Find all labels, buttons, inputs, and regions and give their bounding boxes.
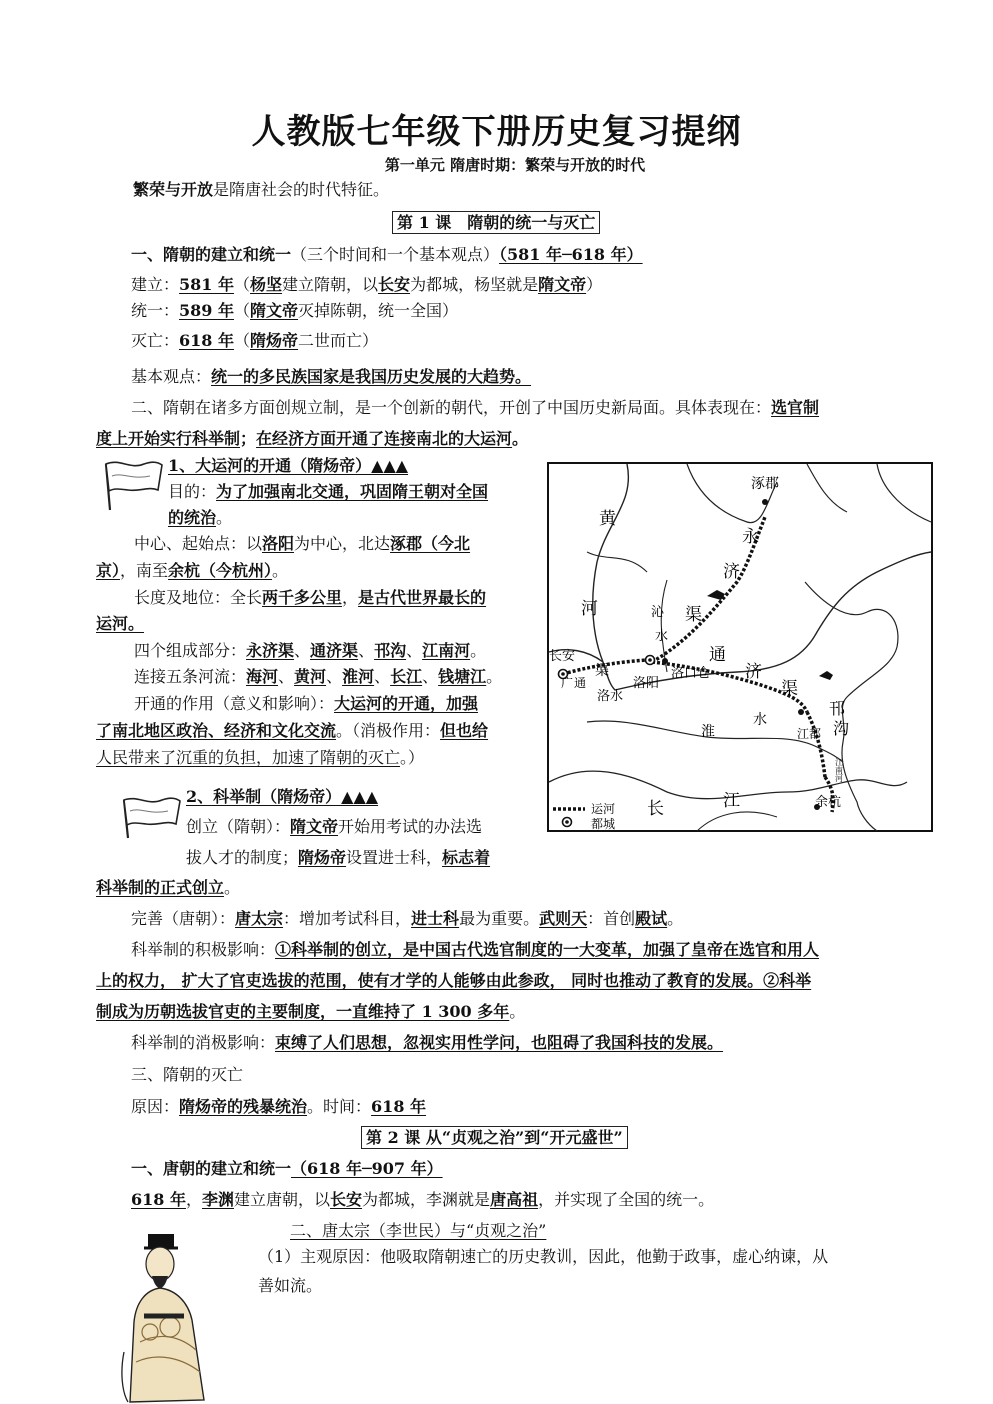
section2-line2 [96,428,528,450]
map-label-guangtong-3: 渠 [595,663,609,679]
keju-positive-line1 [131,939,819,961]
neg-label: 科举制的消极影响： [131,1033,276,1052]
canal-purpose-line2 [168,507,232,529]
effect-neg-end: 。） [400,748,425,767]
parts-label: 四个组成部分： [134,641,247,660]
lesson1-heading: 第 1 课 隋朝的统一与灭亡 [392,211,600,234]
canal-parts-line: 四个组成部分：永济渠、通济渠、邗沟、江南河。 [134,641,487,660]
length-mid: ， [342,588,359,607]
found-year: 618 年 [131,1190,186,1209]
perfect-p4: 最为重要。 [459,909,540,928]
canal-center-line2 [96,560,288,582]
pos-3: 制成为历朝选拔官吏的主要制度，一直维持了 1 300 多年 [96,1002,510,1021]
section3-reason-line [131,1096,426,1118]
establish-label: 建立： [131,275,180,294]
found-p4: ，并实现了全国的统一。 [538,1190,715,1209]
pos-1: ①科举制的创立，是中国古代选官制度的一大变革，加强了皇帝在选官和用人 [275,940,820,959]
establish-capital: 长安 [378,275,411,294]
sec2-u2: 度上开始实行科举制 [96,429,241,448]
map-label-han: 邗 [829,699,846,718]
found-p2: 建立唐朝，以 [234,1190,331,1209]
effect-neg-1: 但也给 [440,721,489,740]
effect-neg-2: 人民带来了沉重的负担，加速了隋朝的灭亡 [96,748,401,767]
create-p2: 开始用考试的办法选 [338,817,483,836]
river-item: 钱塘江 [438,667,487,686]
establish-p3: 为都城，杨坚就是 [410,275,539,294]
pos-label: 科举制的积极影响： [131,940,276,959]
length-value: 两千多公里 [262,588,343,607]
legend-canal: 运河 [591,802,616,816]
map-label-shui2: 水 [753,712,767,728]
map-label-guangtong-2: 通 [574,676,587,690]
fall-year: 618 年 [179,331,234,350]
intro-bold: 繁荣与开放 [133,180,214,199]
sec2-sep: ； [240,429,257,448]
keju-create-line1 [186,816,482,838]
center-mid: 为中心，北达 [294,534,391,553]
perfect-label: 完善（唐朝）： [131,909,236,928]
canal-center-line1 [134,533,470,555]
part-item: 江南河 [422,641,471,660]
north-2: 京） [96,561,121,580]
unify-line [131,300,458,322]
fall-person: 隋炀帝 [250,331,299,350]
perfect-p6: ：首创 [587,909,636,928]
south-value: 余杭（今杭州） [168,561,273,580]
river-item: 海河 [246,667,279,686]
map-label-huai: 淮 [701,724,715,740]
sec2-u1: 选官制 [771,398,820,417]
south-end: 。 [272,561,289,580]
map-label-luokou: 洛口仓 [671,666,711,681]
unify-p2: 灭掉陈朝，统一全国） [298,301,459,320]
page-title: 人教版七年级下册历史复习提纲 [251,112,742,152]
purpose-end: 。 [216,508,233,527]
perfect-p1: 唐太宗 [235,909,284,928]
part-item: 通济渠 [310,641,359,660]
establish-p2: 建立隋朝，以 [282,275,379,294]
create-end: 。 [224,878,241,897]
canal-purpose-line1 [168,481,488,503]
canal-length-line1 [134,587,486,609]
map-label-jiangdu: 江都 [797,727,822,741]
map-label-yong: 永 [742,527,759,547]
intro-line [133,179,389,201]
keju-create-line2 [186,847,490,869]
map-label-luoyang: 洛阳 [633,676,660,691]
effect-2: 了南北地区政治、经济和文化交流 [96,721,337,740]
river-item: 淮河 [342,667,375,686]
map-label-changan: 长安 [549,649,576,664]
establish-emperor: 隋文帝 [538,275,587,294]
keju-positive-line3 [96,1001,525,1023]
create-p7: 科举制的正式创立 [96,878,225,897]
river-item: 长江 [390,667,423,686]
l2-sec1-label: 一、唐朝的建立和统一 [131,1159,292,1178]
map-label-ji: 济 [723,562,740,582]
neg-text: 束缚了人们思想，忽视实用性学问，也阻碍了我国科技的发展。 [275,1033,724,1052]
effect-neg-label: 。（消极作用： [336,721,441,740]
unify-p1: （ [234,301,251,320]
time-label: 。时间： [307,1097,372,1116]
unify-label: 统一： [131,301,180,320]
emperor-portrait [100,1232,232,1404]
flag-icon [118,794,184,840]
map-label-luo: 洛水 [597,689,624,704]
keju-positive-line2: 上的权力， 扩大了官吏选拔的范围，使有才学的人能够由此参政， 同时也推动了教育的发展。②科举 [96,971,812,990]
create-p6: 标志着 [442,848,491,867]
pos-end: 。 [509,1002,526,1021]
effect-label: 开通的作用（意义和影响）： [134,694,335,713]
sec1-note: （三个时间和一个基本观点） [291,245,500,264]
view-line [131,366,531,388]
lesson2-found-line [131,1189,714,1211]
view-label: 基本观点： [131,367,212,386]
lesson2-reason-line1: （1）主观原因：他吸取隋朝速亡的历史教训，因此，他勤于政事，虚心纳谏，从 [258,1247,829,1266]
create-p1: 隋文帝 [290,817,339,836]
found-capital: 长安 [330,1190,363,1209]
part-item: 永济渠 [246,641,295,660]
map-label-tong: 通 [709,645,726,665]
sec1-label: 一、隋朝的建立和统一 [131,245,292,264]
perfect-p2: ：增加考试科目， [283,909,412,928]
canal-effect-line1 [134,693,478,715]
perfect-p5: 武则天 [539,909,588,928]
map-label-huang: 黄 [599,509,616,529]
perfect-p7: 殿试 [635,909,668,928]
canal-heading: 1、大运河的开通（隋炀帝）▲▲▲ [168,456,409,475]
establish-year: 581 年 [179,275,234,294]
status-1: 是古代世界最长的 [358,588,487,607]
found-p1: ， [185,1190,202,1209]
found-p3: 为都城，李渊就是 [362,1190,491,1209]
canal-length-line2: 运河。 [96,614,145,633]
keju-heading: 2、科举制（隋炀帝）▲▲▲ [186,787,379,806]
canal-effect-line2 [96,720,488,742]
section3-title: 三、隋朝的灭亡 [131,1065,244,1084]
lesson2-section1-title [131,1158,443,1180]
canal-effect-line3 [96,747,424,769]
create-p4: 隋炀帝 [298,848,347,867]
intro-rest: 是隋唐社会的时代特征。 [213,180,390,199]
map-label-guangtong-1: 广 [561,676,574,690]
map-label-ji2: 济 [745,662,762,682]
purpose-2: 的统治 [168,508,217,527]
flag-icon [100,456,168,512]
purpose-label: 目的： [168,482,217,501]
fall-label: 灭亡： [131,331,180,350]
keju-create-line3 [96,877,240,899]
sec2-end: 。 [512,429,529,448]
purpose-1: 为了加强南北交通，巩固隋王朝对全国 [216,482,489,501]
map-label-qin: 沁 [651,605,665,620]
time-value: 618 年 [371,1097,427,1116]
fall-p2: 二世而亡） [298,331,379,350]
create-p5: 设置进士科， [346,848,443,867]
fall-line [131,330,378,352]
north-1: 涿郡（今北 [390,534,471,553]
found-emperor: 唐高祖 [490,1190,539,1209]
lesson2-reason-line2: 善如流。 [258,1276,323,1295]
map-label-zhuojun: 涿郡 [751,476,779,492]
section1-title [131,244,643,266]
rivers-label: 连接五条河流： [134,667,247,686]
section2-line1 [131,397,819,419]
map-label-shui: 水 [655,629,669,644]
river-item: 黄河 [294,667,327,686]
grand-canal-map [547,462,933,832]
lesson2-section2-title: 二、唐太宗（李世民）与“贞观之治” [290,1221,547,1240]
map-label-qu: 渠 [685,605,702,625]
lesson2-heading: 第 2 课 从“贞观之治”到“开元盛世” [361,1126,628,1149]
sec1-range: （581 年─618 年） [499,245,643,264]
create-p3: 拔人才的制度； [186,848,299,867]
establish-p1: （ [234,275,251,294]
unit-title: 第一单元 隋唐时期：繁荣与开放的时代 [384,156,646,174]
unify-person: 隋文帝 [250,301,299,320]
legend-capital: 都城 [591,817,616,831]
map-label-qu2: 渠 [781,679,798,699]
part-item: 邗沟 [374,641,407,660]
perfect-p3: 进士科 [411,909,460,928]
reason-value: 隋炀帝的残暴统治 [179,1097,308,1116]
fall-p1: （ [234,331,251,350]
establish-person: 杨坚 [250,275,283,294]
map-label-chang: 长 [647,799,664,819]
sec2-u3: 在经济方面开通了连接南北的大运河 [256,429,513,448]
canal-rivers-line: 连接五条河流：海河、黄河、淮河、长江、钱塘江。 [134,667,503,686]
unify-year: 589 年 [179,301,234,320]
l2-sec1-range: （618 年─907 年） [291,1159,443,1178]
reason-label: 原因： [131,1097,180,1116]
establish-p4: ） [586,275,603,294]
keju-negative-line [131,1032,723,1054]
establish-line [131,274,602,296]
map-label-gou: 沟 [833,719,850,738]
map-label-yuhang: 余杭 [815,795,842,810]
perfect-end: 。 [667,909,684,928]
map-label-jiang: 江 [723,791,740,811]
length-label: 长度及地位：全长 [134,588,263,607]
found-person: 李渊 [202,1190,235,1209]
keju-perfect-line [131,908,683,930]
center-value: 洛阳 [262,534,295,553]
center-label: 中心、起始点：以 [134,534,263,553]
view-text: 统一的多民族国家是我国历史发展的大趋势。 [211,367,532,386]
effect-1: 大运河的开通，加强 [334,694,479,713]
create-label: 创立（隋朝）： [186,817,291,836]
sec2-text: 二、隋朝在诸多方面创规立制，是一个创新的朝代，开创了中国历史新局面。具体表现在： [131,398,772,417]
map-label-jiangnan: 江南河 [834,758,844,782]
south-mid: ，南至 [120,561,169,580]
map-label-he: 河 [581,599,598,619]
